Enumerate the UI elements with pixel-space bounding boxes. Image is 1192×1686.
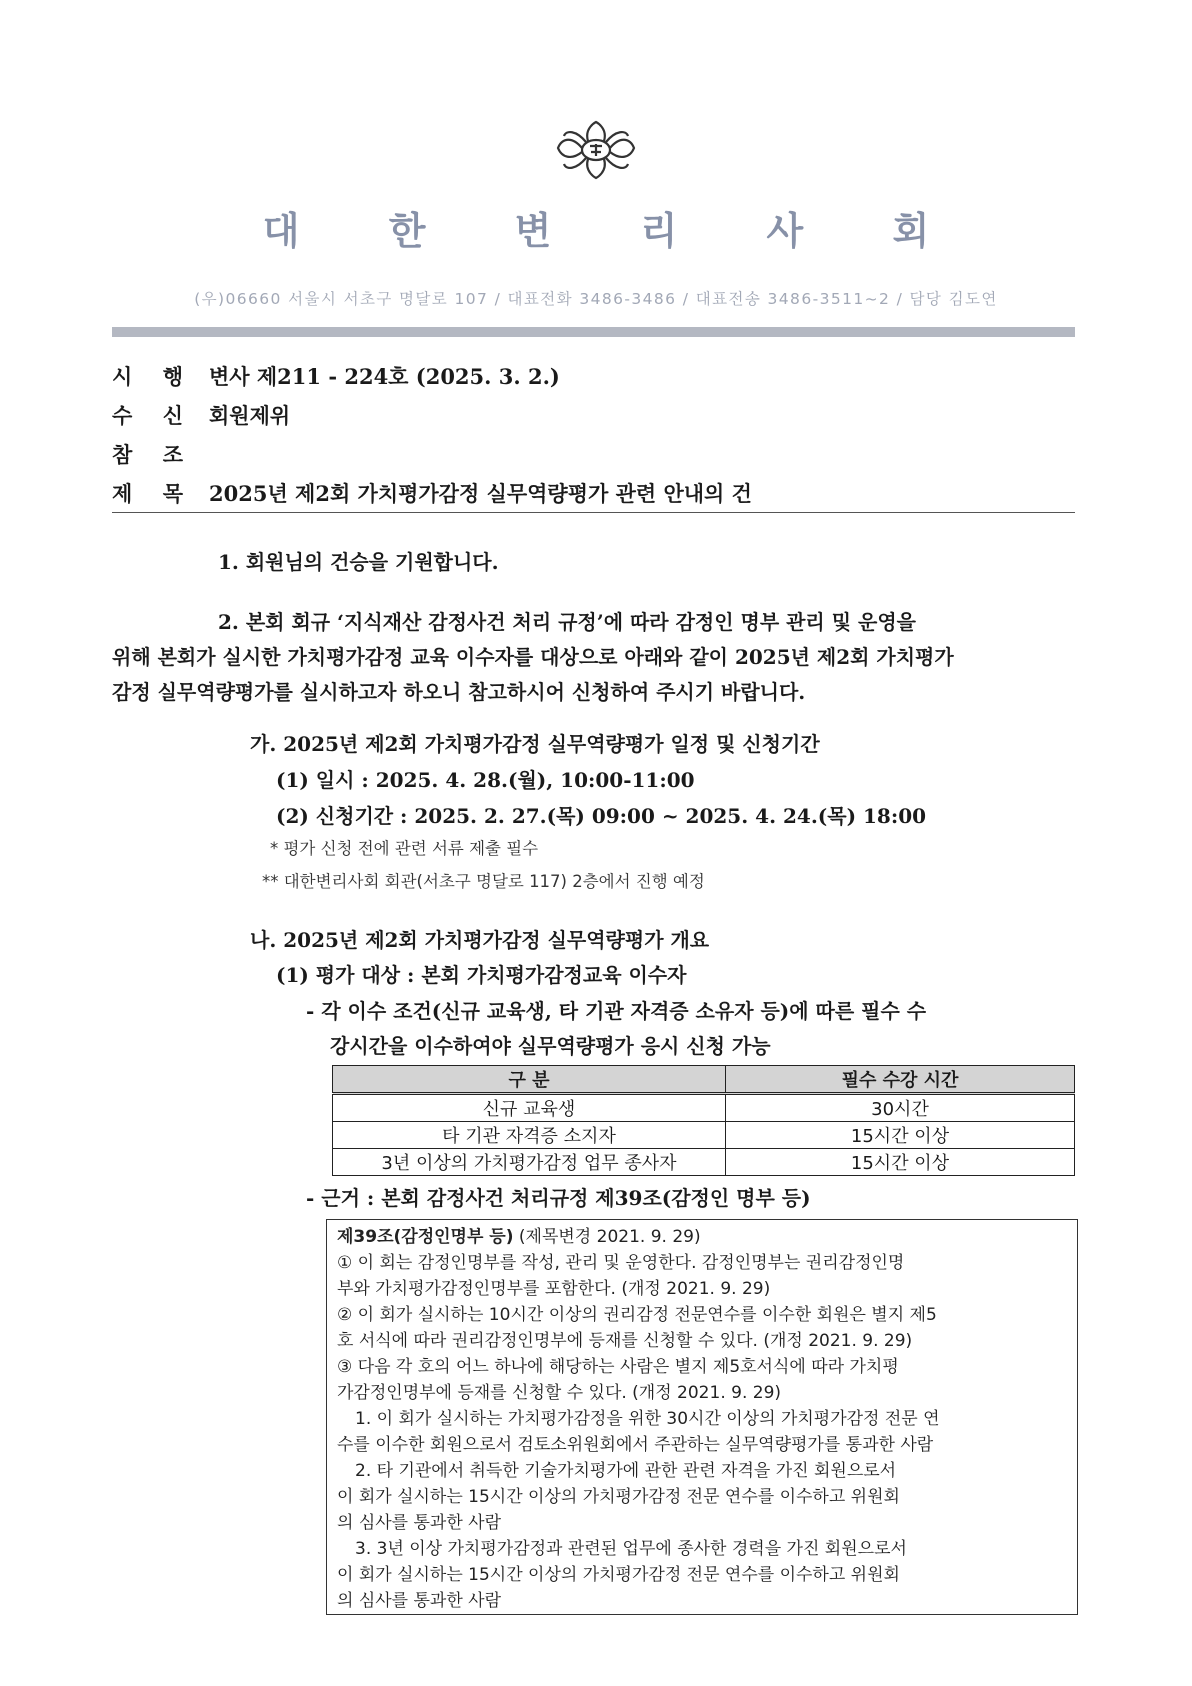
meta-label-char: 신: [162, 403, 183, 428]
required-hours-table: [332, 1065, 1075, 1176]
table-cell: 3년 이상의 가치평가감정 업무 종사자: [333, 1149, 726, 1176]
article-line: 가감정인명부에 등재를 신청할 수 있다. (개정 2021. 9. 29): [337, 1383, 782, 1403]
article-heading: 제39조(감정인명부 등): [337, 1227, 514, 1247]
article-line: 부와 가치평가감정인명부를 포함한다. (개정 2021. 9. 29): [337, 1279, 771, 1299]
meta-row-enforcement: [112, 361, 560, 391]
subject: 2025년 제2회 가치평가감정 실무역량평가 관련 안내의 건: [209, 481, 752, 506]
article-line: ② 이 회가 실시하는 10시간 이상의 권리감정 전문연수를 이수한 회원은 별지 제5: [337, 1305, 937, 1325]
meta-label-char: 제: [112, 481, 133, 506]
meta-label-char: 조: [162, 442, 183, 467]
schedule-date: (1) 일시 : 2025. 4. 28.(월), 10:00-11:00: [276, 768, 695, 792]
note-2: ** 대한변리사회 회관(서초구 명달로 117) 2층에서 진행 예정: [262, 872, 705, 891]
table-cell: 타 기관 자격증 소지자: [333, 1122, 726, 1149]
section-ga-title: 가. 2025년 제2회 가치평가감정 실무역량평가 일정 및 신청기간: [250, 732, 820, 756]
legal-basis: - 근거 : 본회 감정사건 처리규정 제39조(감정인 명부 등): [306, 1186, 811, 1210]
article-item-line: 의 심사를 통과한 사람: [337, 1591, 502, 1611]
paragraph-2-line: 위해 본회가 실시한 가치평가감정 교육 이수자를 대상으로 아래와 같이 2025년 제2회 가치평가: [112, 645, 954, 669]
table-cell: 30시간: [726, 1094, 1075, 1122]
article-item-line: 이 회가 실시하는 15시간 이상의 가치평가감정 전문 연수를 이수하고 위원회: [337, 1565, 900, 1585]
condition-line: - 각 이수 조건(신규 교육생, 타 기관 자격증 소유자 등)에 따른 필수 수: [306, 999, 927, 1023]
emblem-logo-icon: [550, 118, 642, 182]
table-header-row: [333, 1066, 1075, 1094]
address-line: (우)06660 서울시 서초구 명달로 107 / 대표전화 3486-3486 / 대표전송 3486-3511~2 / 담당 김도연: [194, 290, 998, 308]
meta-row-reference: [112, 439, 209, 469]
table-cell: 15시간 이상: [726, 1122, 1075, 1149]
table-header-cell: 필수 수강 시간: [726, 1066, 1075, 1094]
meta-label-char: 시: [112, 364, 133, 389]
organization-name: 대 한 변 리 사 회: [262, 209, 968, 253]
section-na-title: 나. 2025년 제2회 가치평가감정 실무역량평가 개요: [250, 928, 710, 952]
table-row: [333, 1094, 1075, 1122]
article-item-line: 3. 3년 이상 가치평가감정과 관련된 업무에 종사한 경력을 가진 회원으로서: [355, 1539, 907, 1559]
article-item-line: 1. 이 회가 실시하는 가치평가감정을 위한 30시간 이상의 가치평가감정 전문 연: [355, 1409, 940, 1429]
article-line: 호 서식에 따라 권리감정인명부에 등재를 신청할 수 있다. (개정 2021. 9. 29): [337, 1331, 913, 1351]
table-row: [333, 1122, 1075, 1149]
article-item-line: 의 심사를 통과한 사람: [337, 1513, 502, 1533]
paragraph-1: 1. 회원님의 건승을 기원합니다.: [218, 550, 499, 574]
article-item-line: 2. 타 기관에서 취득한 기술가치평가에 관한 관련 자격을 가진 회원으로서: [355, 1461, 897, 1481]
table-cell: 신규 교육생: [333, 1094, 726, 1122]
table-header-cell: 구 분: [333, 1066, 726, 1094]
article-item-line: 수를 이수한 회원으로서 검토소위원회에서 주관하는 실무역량평가를 통과한 사람: [337, 1435, 934, 1455]
meta-divider-line: [112, 512, 1075, 513]
table-row: [333, 1149, 1075, 1176]
meta-label-char: 목: [162, 481, 183, 506]
table-cell: 15시간 이상: [726, 1149, 1075, 1176]
article-39-box: [326, 1219, 1078, 1615]
meta-label-char: 행: [162, 364, 183, 389]
paragraph-2-line: 2. 본회 회규 ‘지식재산 감정사건 처리 규정’에 따라 감정인 명부 관리 및 운영을: [218, 610, 916, 634]
evaluation-target: (1) 평가 대상 : 본회 가치평가감정교육 이수자: [276, 963, 687, 987]
application-period: (2) 신청기간 : 2025. 2. 27.(목) 09:00 ~ 2025. 4. 24.(목) 18:00: [276, 804, 927, 828]
article-item-line: 이 회가 실시하는 15시간 이상의 가치평가감정 전문 연수를 이수하고 위원회: [337, 1487, 900, 1507]
meta-row-recipient: [112, 400, 290, 430]
note-1: * 평가 신청 전에 관련 서류 제출 필수: [270, 839, 539, 858]
meta-label-char: 참: [112, 442, 133, 467]
recipient: 회원제위: [209, 403, 291, 428]
condition-line: 강시간을 이수하여야 실무역량평가 응시 신청 가능: [330, 1034, 771, 1058]
article-line: ③ 다음 각 호의 어느 하나에 해당하는 사람은 별지 제5호서식에 따라 가치평: [337, 1357, 899, 1377]
article-line: ① 이 회는 감정인명부를 작성, 관리 및 운영한다. 감정인명부는 권리감정인명: [337, 1253, 905, 1273]
header-divider-bar: [112, 327, 1075, 337]
paragraph-2-line: 감정 실무역량평가를 실시하고자 하오니 참고하시어 신청하여 주시기 바랍니다.: [112, 680, 806, 704]
meta-row-subject: [112, 478, 752, 508]
meta-label-char: 수: [112, 403, 133, 428]
article-heading-note: (제목변경 2021. 9. 29): [513, 1227, 701, 1247]
document-number: 변사 제211 - 224호 (2025. 3. 2.): [209, 364, 560, 389]
